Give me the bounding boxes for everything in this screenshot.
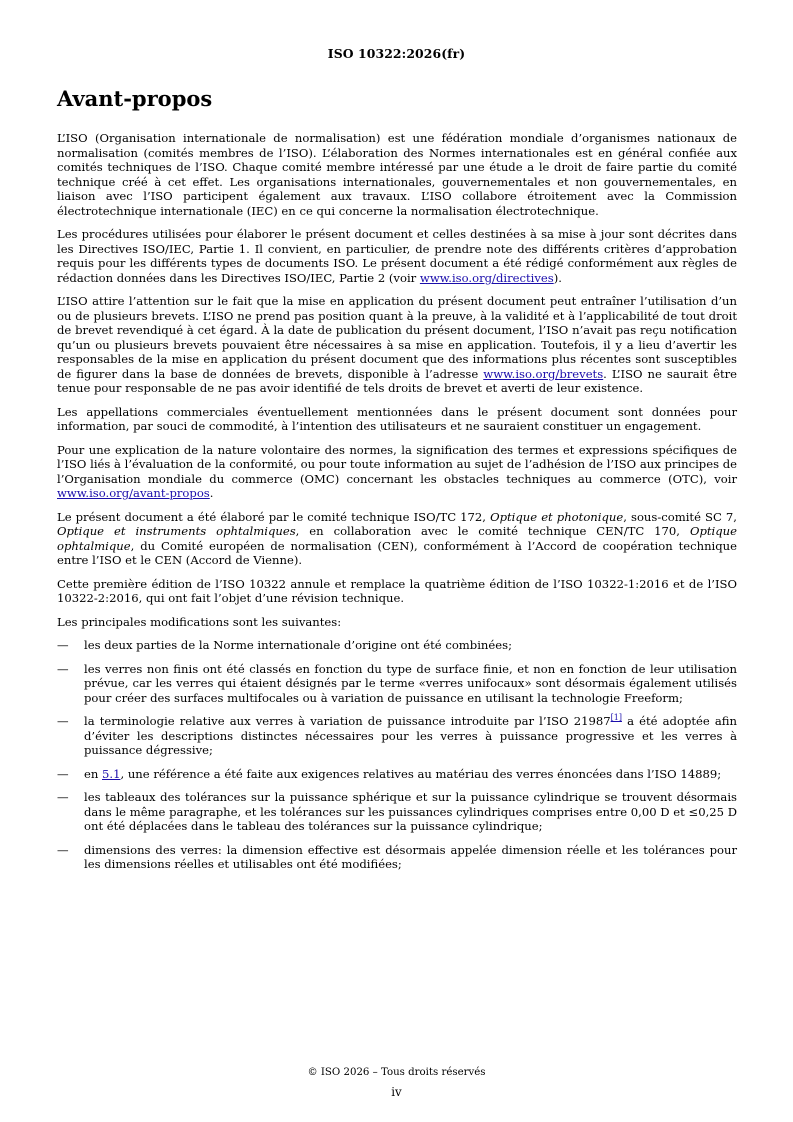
clause-link[interactable]: 5.1 — [102, 766, 121, 781]
list-item: — les deux parties de la Norme internationale d’origine ont été combinées; — [57, 638, 512, 652]
bibliography-ref-link[interactable]: [1] — [610, 713, 622, 722]
paragraph-trade-names: Les appellations commerciales éventuellement mentionnées dans le présent document sont données pour information, par souci de commodité, à l’intention des utilisateurs et ne sauraient constituer un engagement. — [57, 404, 737, 433]
dash-marker: — — [57, 766, 69, 781]
paragraph-patents: L’ISO attire l’attention sur le fait que la mise en application du présent document peut entraîner l’utilisation d’un ou de plusieurs brevets. L’ISO ne prend pas position quant à la preuve, à la validité et à l’applicabilité de tout droit de brevet revendiqué à cet égard. À la date de publication du présent document, l’ISO n’avait pas reçu notification qu’un ou plusieurs brevets pouvaient être nécessaires à sa mise en application. Toutefois, il y a lieu d’avertir les responsables de la mise en application du présent document que des informations plus récentes sont susceptibles de figurer dans la base de données de brevets, disponible à l’adresse www.iso.org/brevets. L’ISO ne saurait être tenue pour responsable de ne pas avoir identifié de tels droits de brevet et averti de leur existence. — [57, 294, 738, 395]
dash-marker: — — [57, 661, 69, 676]
list-item: — la terminologie relative aux verres à variation de puissance introduite par l’ISO 21987[1] a été adoptée afin d’éviter les descriptions distinctes nécessaires pour les verres à puissance progressive et les verres à puissance dégressive; — [57, 713, 737, 757]
page-number: iv — [391, 1085, 402, 1099]
directives-link[interactable]: www.iso.org/directives — [419, 270, 554, 285]
patents-link[interactable]: www.iso.org/brevets — [483, 366, 604, 381]
foreword-link[interactable]: www.iso.org/avant-propos — [57, 486, 210, 500]
paragraph-edition: Cette première édition de l’ISO 10322 annule et remplace la quatrième édition de l’ISO 10322-1:2016 et de l’ISO 10322-2:2016, qui ont fait l’objet d’une révision technique. — [57, 576, 737, 605]
dash-marker: — — [57, 714, 69, 728]
paragraph-directives: Les procédures utilisées pour élaborer le présent document et celles destinées à sa mise à jour sont décrites dans les Directives ISO/IEC, Partie 1. Il convient, en particulier, de prendre note des différents critères d’approbation requis pour les différents types de documents ISO. Le présent document a été rédigé conformément aux règles de rédaction données dans les Directives ISO/IEC, Partie 2 (voir www.iso.org/directives). — [57, 227, 737, 285]
copyright-notice: © ISO 2026 – Tous droits réservés — [307, 1067, 486, 1078]
paragraph-voluntary-nature: Pour une explication de la nature volontaire des normes, la signification des termes et expressions spécifiques de l’ISO liés à l’évaluation de la conformité, ou pour toute information au sujet de l’adhésion de l’ISO aux principes de l’Organisation mondiale du commerce (OMC) concernant les obstacles techniques au commerce (OTC), voir www.iso.org/avant-propos. — [57, 442, 737, 500]
dash-marker: — — [57, 842, 69, 857]
list-item: — les verres non finis ont été classés en fonction du type de surface finie, et non en fonction de leur utilisation prévue, car les verres qui étaient désignés par le terme «verres unifocaux» sont désormais également utilisés pour créer des surfaces multifocales ou à variation de puissance en utilisant la technologie Freeform; — [57, 661, 737, 705]
changes-list — [57, 638, 737, 872]
dash-marker: — — [57, 638, 69, 652]
document-body — [57, 131, 737, 881]
paragraph-iso-intro: L’ISO (Organisation internationale de normalisation) est une fédération mondiale d’organismes nationaux de normalisation (comités membres de l’ISO). L’élaboration des Normes internationales est en général confiée aux comités techniques de l’ISO. Chaque comité membre intéressé par une étude a le droit de faire partie du comité technique créé à cet effet. Les organisations internationales, gouvernementales et non gouvernementales, en liaison avec l’ISO participent également aux travaux. L’ISO collabore étroitement avec la Commission électrotechnique internationale (IEC) en ce qui concerne la normalisation électrotechnique. — [57, 131, 737, 218]
document-header: ISO 10322:2026(fr) — [327, 46, 466, 61]
paragraph-committee: Le présent document a été élaboré par le comité technique ISO/TC 172, Optique et photonique, sous-comité SC 7, Optique et instruments ophtalmiques, en collaboration avec le comité technique CEN/TC 170, Optique ophtalmique, du Comité européen de normalisation (CEN), conformément à l’Accord de coopération technique entre l’ISO et le CEN (Accord de Vienne). — [57, 509, 737, 567]
list-item: — en 5.1, une référence a été faite aux exigences relatives au matériau des verres énoncées dans l’ISO 14889; — [57, 766, 722, 781]
section-title: Avant-propos — [57, 86, 213, 111]
dash-marker: — — [57, 790, 69, 804]
list-item: — les tableaux des tolérances sur la puissance sphérique et sur la puissance cylindrique se trouvent désormais dans le même paragraphe, et les tolérances sur les puissances cylindriques comprises entre 0,00 D et ≤0,25 D ont été déplacées dans le tableau des tolérances sur la puissance cylindrique; — [57, 790, 737, 833]
list-item: — dimensions des verres: la dimension effective est désormais appelée dimension réelle et les tolérances pour les dimensions réelles et utilisables ont été modifiées; — [57, 842, 737, 871]
paragraph-changes-intro: Les principales modifications sont les suivantes: — [57, 614, 342, 629]
